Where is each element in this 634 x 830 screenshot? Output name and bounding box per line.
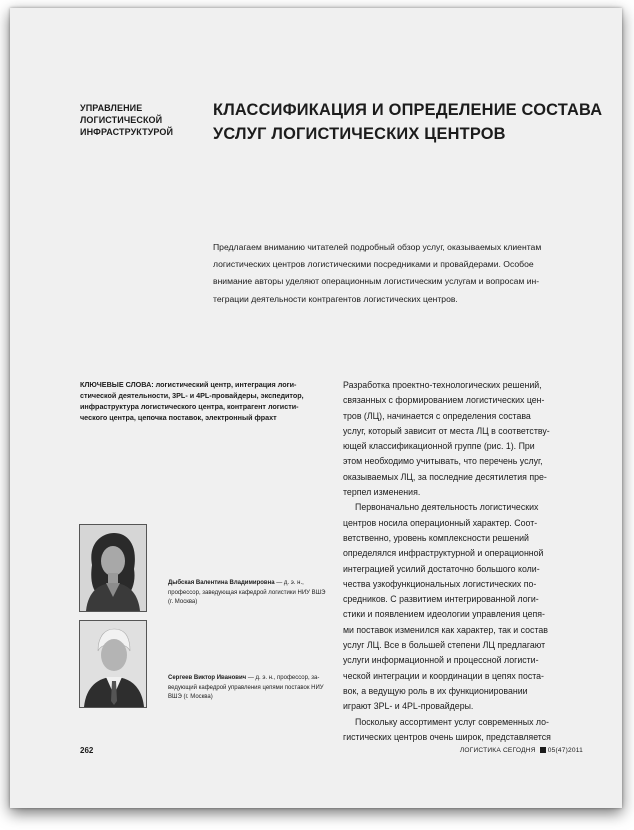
body-line: услуги информационной и процессной логисти- [343,655,539,666]
body-line: ющей классификационной группе (рис. 1). При [343,441,535,452]
author-name: Дыбская Валентина Владимировна [168,580,275,586]
lead-line: Предлагаем вниманию читателей подробный обзор услуг, оказываемых клиентам [213,242,542,252]
section-tag-line: ЛОГИСТИЧЕСКОЙ [80,115,163,125]
section-tag-line: ИНФРАСТРУКТУРОЙ [80,127,174,137]
author-photo-graphic [80,525,146,611]
body-line: гистических центров очень широк, представляется [343,731,551,742]
author-affiliation: профессор, заведующая кафедрой логистики НИУ ВШЭ [168,589,326,596]
body-line: этом необходимо учитывать, что перечень услуг, [343,456,543,467]
body-line: вок, а ведущую роль в их функционировании [343,685,528,696]
author-photo-graphic [80,621,146,707]
body-line: ческой интеграции и координации в цепях поста- [343,670,544,681]
footer-square-icon [540,747,546,753]
lead-line: логистических центров логистическими посредниками и провайдерами. Особое [213,259,534,270]
author-name: Сергеев Виктор Иванович [168,675,247,681]
body-line: терпел изменения. [343,487,421,498]
keywords-line: инфраструктура логистического центра, контрагент логисти- [80,402,299,411]
page-number: 262 [80,746,94,755]
section-tag [80,102,190,138]
keywords-line: стической деятельности, 3PL- и 4PL-провайдеры, экспедитор, [80,391,304,400]
lead-line: теграции деятельности контрагентов логистических центров. [213,293,458,304]
article-title-line: УСЛУГ ЛОГИСТИЧЕСКИХ ЦЕНТРОВ [213,125,506,143]
lead-line: внимание авторы уделяют операционным логистическим услугам и вопросам ин- [213,276,540,287]
author-degree: — д. э. н., профессор, за- [246,675,320,681]
author-city: ВШЭ (г. Москва) [168,694,213,700]
journal-footer [460,747,583,754]
keywords-line: ческого центра, цепочка поставок, электронный фрахт [80,413,277,422]
author-photo [79,524,147,612]
article-title-line: КЛАССИФИКАЦИЯ И ОПРЕДЕЛЕНИЕ СОСТАВА [213,101,603,119]
body-line: интеграцией усилий достаточно большого коли- [343,563,540,574]
section-tag-line: УПРАВЛЕНИЕ [80,103,143,113]
body-line: центров носила операционный характер. Соот- [343,517,538,528]
article-title [213,98,613,146]
author-caption [168,674,343,703]
author-degree: — д. э. н., [274,580,304,586]
body-line: ми поставок изменился как характер, так и состав [343,624,548,635]
keywords-line: КЛЮЧЕВЫЕ СЛОВА: логистический центр, интеграция логи- [80,380,297,389]
lead-paragraph [213,239,593,308]
author-photo [79,620,147,708]
body-line: оказываемых ЛЦ, за последние десятилетия пре- [343,471,547,482]
journal-name: ЛОГИСТИКА СЕГОДНЯ [459,747,536,754]
body-line: услуг ЛЦ. Все в большей степени ЛЦ предлагают [343,640,546,651]
author-affiliation: ведующий кафедрой управления цепями поставок НИУ [168,684,324,691]
body-line: ветственно, уровень комплексности решений [343,532,529,543]
body-line: чества узкофункциональных логистических по- [343,578,537,589]
body-line: Разработка проектно-технологических решений, [343,380,542,390]
keywords-block [80,379,320,423]
author-caption [168,579,343,608]
author-city: (г. Москва) [168,599,198,605]
document-page [10,8,622,808]
body-line: средников. С развитием интегрированной логи- [343,594,539,605]
body-line: играют 3PL- и 4PL-провайдеры. [343,701,474,712]
body-line: тров (ЛЦ), начинается с определения состава [343,410,531,421]
body-text [343,378,593,745]
body-line: услуг, который зависит от места ЛЦ в соответству- [343,425,550,436]
body-line: связанных с формированием логистических цен- [343,395,545,406]
body-line: определялся инфраструктурной и операционной [343,548,544,559]
body-line: Поскольку ассортимент услуг современных ло- [355,716,549,727]
body-line: Первоначально деятельность логистических [355,502,539,513]
body-line: стики и появлением идеологии управления цепя- [343,609,545,620]
issue-number: 05(47)2011 [547,747,583,754]
